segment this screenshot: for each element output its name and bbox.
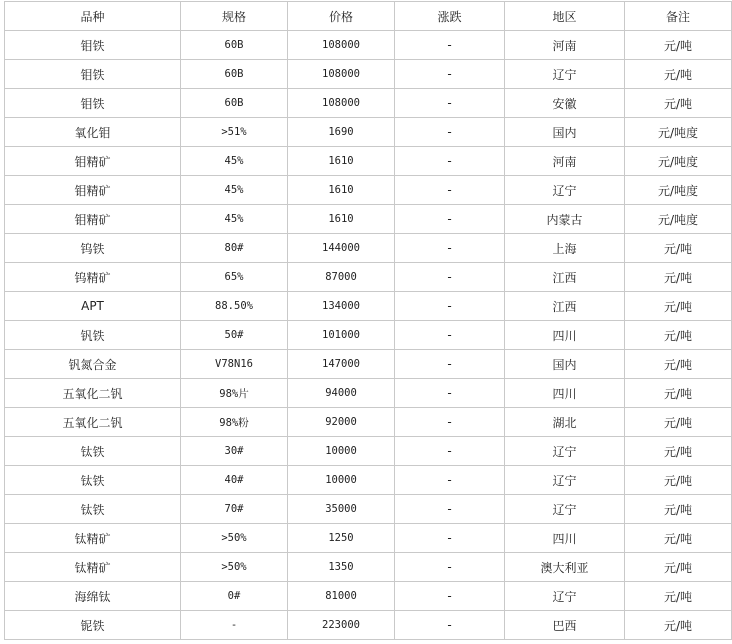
cell-price: 1610 xyxy=(288,205,395,234)
cell-region: 国内 xyxy=(505,350,625,379)
cell-spec: >50% xyxy=(181,524,288,553)
table-row xyxy=(5,263,732,292)
cell-spec: 88.50% xyxy=(181,292,288,321)
cell-variety: 钼铁 xyxy=(5,89,181,118)
cell-spec: >51% xyxy=(181,118,288,147)
cell-region: 辽宁 xyxy=(505,466,625,495)
cell-change: - xyxy=(395,263,505,292)
cell-unit: 元/吨 xyxy=(625,60,732,89)
cell-unit: 元/吨 xyxy=(625,379,732,408)
cell-region: 河南 xyxy=(505,147,625,176)
table-row xyxy=(5,176,732,205)
cell-unit: 元/吨 xyxy=(625,321,732,350)
cell-unit: 元/吨 xyxy=(625,524,732,553)
table-row xyxy=(5,379,732,408)
table-row xyxy=(5,321,732,350)
cell-variety: 钨精矿 xyxy=(5,263,181,292)
cell-price: 108000 xyxy=(288,89,395,118)
cell-spec: - xyxy=(181,611,288,640)
table-row xyxy=(5,234,732,263)
cell-region: 辽宁 xyxy=(505,582,625,611)
cell-price: 1350 xyxy=(288,553,395,582)
cell-unit: 元/吨 xyxy=(625,263,732,292)
cell-region: 内蒙古 xyxy=(505,205,625,234)
cell-region: 江西 xyxy=(505,292,625,321)
cell-spec: 40# xyxy=(181,466,288,495)
cell-variety: 钼精矿 xyxy=(5,205,181,234)
table-body xyxy=(5,31,732,640)
cell-spec: 70# xyxy=(181,495,288,524)
table-row xyxy=(5,582,732,611)
cell-price: 81000 xyxy=(288,582,395,611)
cell-variety: 钼铁 xyxy=(5,60,181,89)
cell-change: - xyxy=(395,350,505,379)
table-row xyxy=(5,292,732,321)
cell-region: 辽宁 xyxy=(505,495,625,524)
cell-unit: 元/吨度 xyxy=(625,118,732,147)
cell-change: - xyxy=(395,234,505,263)
cell-variety: 钛铁 xyxy=(5,437,181,466)
table-row xyxy=(5,524,732,553)
table-row xyxy=(5,350,732,379)
cell-region: 上海 xyxy=(505,234,625,263)
cell-unit: 元/吨 xyxy=(625,234,732,263)
cell-variety: 五氧化二钒 xyxy=(5,408,181,437)
cell-change: - xyxy=(395,466,505,495)
cell-region: 四川 xyxy=(505,321,625,350)
cell-unit: 元/吨 xyxy=(625,611,732,640)
cell-price: 134000 xyxy=(288,292,395,321)
cell-spec: 30# xyxy=(181,437,288,466)
cell-change: - xyxy=(395,176,505,205)
cell-price: 1610 xyxy=(288,176,395,205)
cell-variety: 钨铁 xyxy=(5,234,181,263)
cell-change: - xyxy=(395,292,505,321)
cell-spec: 60B xyxy=(181,31,288,60)
cell-spec: 65% xyxy=(181,263,288,292)
cell-variety: 五氧化二钒 xyxy=(5,379,181,408)
cell-spec: 50# xyxy=(181,321,288,350)
table-row xyxy=(5,466,732,495)
cell-variety: APT xyxy=(5,292,181,321)
cell-price: 10000 xyxy=(288,437,395,466)
cell-variety: 钼精矿 xyxy=(5,147,181,176)
table-row xyxy=(5,147,732,176)
cell-change: - xyxy=(395,437,505,466)
cell-spec: 60B xyxy=(181,60,288,89)
cell-variety: 钛铁 xyxy=(5,466,181,495)
cell-price: 1610 xyxy=(288,147,395,176)
header-unit: 备注 xyxy=(625,2,732,31)
header-price: 价格 xyxy=(288,2,395,31)
cell-region: 辽宁 xyxy=(505,176,625,205)
cell-change: - xyxy=(395,89,505,118)
cell-change: - xyxy=(395,495,505,524)
cell-region: 湖北 xyxy=(505,408,625,437)
cell-unit: 元/吨度 xyxy=(625,147,732,176)
table-row xyxy=(5,495,732,524)
cell-change: - xyxy=(395,379,505,408)
cell-change: - xyxy=(395,582,505,611)
cell-region: 辽宁 xyxy=(505,60,625,89)
table-row xyxy=(5,31,732,60)
cell-variety: 钛精矿 xyxy=(5,553,181,582)
cell-price: 94000 xyxy=(288,379,395,408)
cell-variety: 钼精矿 xyxy=(5,176,181,205)
cell-price: 101000 xyxy=(288,321,395,350)
cell-variety: 钛铁 xyxy=(5,495,181,524)
cell-unit: 元/吨 xyxy=(625,437,732,466)
cell-price: 147000 xyxy=(288,350,395,379)
cell-price: 223000 xyxy=(288,611,395,640)
cell-spec: 45% xyxy=(181,205,288,234)
cell-variety: 钛精矿 xyxy=(5,524,181,553)
cell-change: - xyxy=(395,524,505,553)
cell-region: 辽宁 xyxy=(505,437,625,466)
cell-price: 35000 xyxy=(288,495,395,524)
cell-region: 四川 xyxy=(505,524,625,553)
table-row xyxy=(5,437,732,466)
cell-variety: 氧化钼 xyxy=(5,118,181,147)
cell-change: - xyxy=(395,553,505,582)
cell-spec: 80# xyxy=(181,234,288,263)
cell-region: 江西 xyxy=(505,263,625,292)
cell-spec: 45% xyxy=(181,147,288,176)
header-variety: 品种 xyxy=(5,2,181,31)
cell-change: - xyxy=(395,147,505,176)
cell-price: 10000 xyxy=(288,466,395,495)
cell-region: 安徽 xyxy=(505,89,625,118)
cell-region: 国内 xyxy=(505,118,625,147)
table-row xyxy=(5,611,732,640)
cell-change: - xyxy=(395,118,505,147)
cell-change: - xyxy=(395,321,505,350)
table-row xyxy=(5,118,732,147)
cell-change: - xyxy=(395,611,505,640)
cell-change: - xyxy=(395,31,505,60)
cell-unit: 元/吨度 xyxy=(625,205,732,234)
cell-price: 87000 xyxy=(288,263,395,292)
cell-price: 1250 xyxy=(288,524,395,553)
cell-variety: 铌铁 xyxy=(5,611,181,640)
price-table xyxy=(4,1,732,640)
cell-region: 河南 xyxy=(505,31,625,60)
cell-region: 四川 xyxy=(505,379,625,408)
cell-price: 108000 xyxy=(288,31,395,60)
cell-spec: 60B xyxy=(181,89,288,118)
cell-unit: 元/吨 xyxy=(625,350,732,379)
cell-price: 1690 xyxy=(288,118,395,147)
cell-unit: 元/吨 xyxy=(625,89,732,118)
cell-spec: V78N16 xyxy=(181,350,288,379)
table-header xyxy=(5,2,732,31)
header-region: 地区 xyxy=(505,2,625,31)
cell-variety: 钼铁 xyxy=(5,31,181,60)
cell-variety: 钒铁 xyxy=(5,321,181,350)
cell-change: - xyxy=(395,408,505,437)
cell-region: 澳大利亚 xyxy=(505,553,625,582)
table-row xyxy=(5,205,732,234)
table-row xyxy=(5,89,732,118)
cell-unit: 元/吨度 xyxy=(625,176,732,205)
header-spec: 规格 xyxy=(181,2,288,31)
header-change: 涨跌 xyxy=(395,2,505,31)
cell-unit: 元/吨 xyxy=(625,553,732,582)
header-row xyxy=(5,2,732,31)
cell-price: 92000 xyxy=(288,408,395,437)
cell-variety: 海绵钛 xyxy=(5,582,181,611)
cell-spec: >50% xyxy=(181,553,288,582)
cell-region: 巴西 xyxy=(505,611,625,640)
cell-price: 144000 xyxy=(288,234,395,263)
cell-spec: 98%片 xyxy=(181,379,288,408)
cell-variety: 钒氮合金 xyxy=(5,350,181,379)
cell-spec: 0# xyxy=(181,582,288,611)
cell-spec: 45% xyxy=(181,176,288,205)
table-row xyxy=(5,553,732,582)
cell-unit: 元/吨 xyxy=(625,408,732,437)
cell-price: 108000 xyxy=(288,60,395,89)
cell-unit: 元/吨 xyxy=(625,292,732,321)
table-row xyxy=(5,60,732,89)
cell-unit: 元/吨 xyxy=(625,466,732,495)
cell-spec: 98%粉 xyxy=(181,408,288,437)
cell-change: - xyxy=(395,205,505,234)
cell-unit: 元/吨 xyxy=(625,495,732,524)
cell-unit: 元/吨 xyxy=(625,31,732,60)
cell-change: - xyxy=(395,60,505,89)
table-row xyxy=(5,408,732,437)
cell-unit: 元/吨 xyxy=(625,582,732,611)
